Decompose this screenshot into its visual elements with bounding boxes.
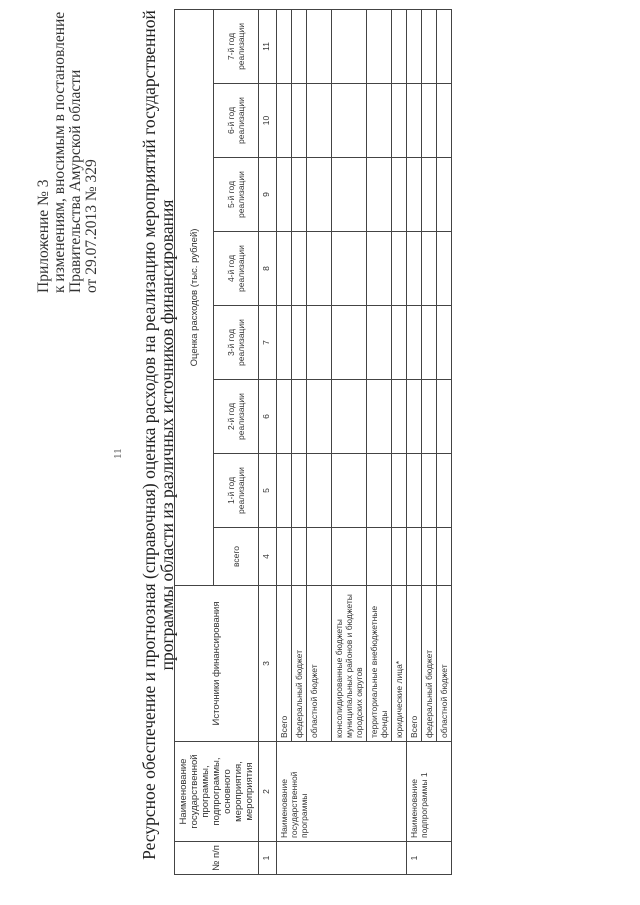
source-cell: Всего xyxy=(407,586,422,742)
source-cell: юридические лица* xyxy=(392,586,407,742)
header-year-5: 5-й год реализации xyxy=(214,158,259,232)
column-number: 5 xyxy=(259,454,277,528)
source-cell: федеральный бюджет xyxy=(422,586,437,742)
column-number: 6 xyxy=(259,380,277,454)
column-number: 2 xyxy=(259,742,277,842)
column-number: 3 xyxy=(259,586,277,742)
table-row xyxy=(277,9,292,874)
header-row-1 xyxy=(175,9,214,874)
source-cell: областной бюджет xyxy=(437,586,452,742)
source-cell: консолидированные бюджеты муниципальных районов и бюджеты городских округов xyxy=(332,586,367,742)
appendix-line-3: Правительства Амурской области xyxy=(67,69,84,293)
header-name: Наименование государственной программы, подпрограммы, основного мероприятия, мероприятия xyxy=(175,742,259,842)
header-year-6: 6-й год реализации xyxy=(214,84,259,158)
column-number: 1 xyxy=(259,842,277,875)
column-number: 10 xyxy=(259,84,277,158)
column-number: 7 xyxy=(259,306,277,380)
row-num: 1 xyxy=(407,842,452,875)
appendix-block xyxy=(36,0,100,293)
header-num: № п/п xyxy=(175,842,259,875)
header-year-3: 3-й год реализации xyxy=(214,306,259,380)
funding-table xyxy=(174,9,452,875)
header-year-4: 4-й год реализации xyxy=(214,232,259,306)
document-title-line-1: Ресурсное обеспечение и прогнозная (справочная) оценка расходов на реализацию мероприятий государственной xyxy=(139,10,159,860)
header-total: всего xyxy=(214,528,259,586)
program-name: Наименование государственной программы xyxy=(277,742,407,842)
subprogram-name: Наименование подпрограммы 1 xyxy=(407,742,452,842)
document-title-line-2: программы области из различных источников финансирования xyxy=(157,199,177,671)
column-number-row xyxy=(259,9,277,874)
source-cell: федеральный бюджет xyxy=(292,586,307,742)
appendix-line-1: Приложение № 3 xyxy=(35,179,52,293)
source-cell: территориальные внебюджетные фонды xyxy=(367,586,392,742)
document-title xyxy=(140,5,176,865)
row-num xyxy=(277,842,407,875)
header-source: Источники финансирования xyxy=(175,586,259,742)
appendix-line-2: к изменениям, вносимым в постановление xyxy=(51,11,68,293)
column-number: 4 xyxy=(259,528,277,586)
source-cell: Всего xyxy=(277,586,292,742)
column-number: 11 xyxy=(259,9,277,83)
header-year-7: 7-й год реализации xyxy=(214,9,259,83)
column-number: 9 xyxy=(259,158,277,232)
table-row xyxy=(407,9,422,874)
header-year-1: 1-й год реализации xyxy=(214,454,259,528)
header-year-2: 2-й год реализации xyxy=(214,380,259,454)
appendix-line-4: от 29.07.2013 № 329 xyxy=(83,159,100,293)
column-number: 8 xyxy=(259,232,277,306)
source-cell: областной бюджет xyxy=(307,586,332,742)
page-number: 11 xyxy=(112,448,124,459)
header-estimate: Оценка расходов (тыс. рублей) xyxy=(175,9,214,585)
